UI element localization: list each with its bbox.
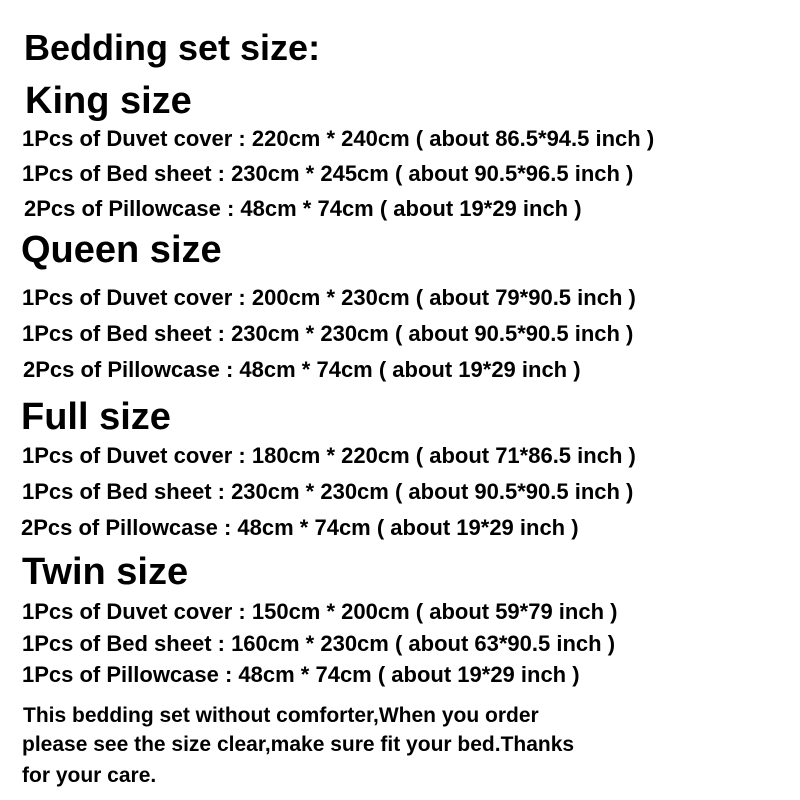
king-sheet-line: 1Pcs of Bed sheet : 230cm * 245cm ( about 90.5*96.5 inch ) — [22, 161, 634, 186]
queen-duvet-line: 1Pcs of Duvet cover : 200cm * 230cm ( about 79*90.5 inch ) — [22, 285, 636, 310]
full-sheet-line: 1Pcs of Bed sheet : 230cm * 230cm ( about 90.5*90.5 inch ) — [22, 479, 634, 504]
section-heading-king: King size — [25, 80, 192, 122]
full-pillowcase-line: 2Pcs of Pillowcase : 48cm * 74cm ( about 19*29 inch ) — [21, 515, 579, 540]
queen-pillowcase-line: 2Pcs of Pillowcase : 48cm * 74cm ( about 19*29 inch ) — [23, 357, 581, 382]
twin-sheet-line: 1Pcs of Bed sheet : 160cm * 230cm ( about 63*90.5 inch ) — [22, 631, 616, 656]
order-note-line: for your care. — [22, 764, 157, 787]
full-duvet-line: 1Pcs of Duvet cover : 180cm * 220cm ( about 71*86.5 inch ) — [22, 443, 636, 468]
page-title: Bedding set size: — [24, 27, 321, 68]
twin-pillowcase-line: 1Pcs of Pillowcase : 48cm * 74cm ( about 19*29 inch ) — [22, 662, 580, 687]
king-pillowcase-line: 2Pcs of Pillowcase : 48cm * 74cm ( about 19*29 inch ) — [24, 196, 582, 221]
section-heading-full: Full size — [21, 396, 171, 438]
twin-duvet-line: 1Pcs of Duvet cover : 150cm * 200cm ( about 59*79 inch ) — [22, 599, 618, 624]
queen-sheet-line: 1Pcs of Bed sheet : 230cm * 230cm ( about 90.5*90.5 inch ) — [22, 321, 634, 346]
king-duvet-line: 1Pcs of Duvet cover : 220cm * 240cm ( about 86.5*94.5 inch ) — [22, 126, 655, 151]
order-note-line: please see the size clear,make sure fit your bed.Thanks — [22, 733, 575, 756]
section-heading-twin: Twin size — [22, 551, 189, 593]
order-note-line: This bedding set without comforter,When you order — [23, 704, 539, 727]
section-heading-queen: Queen size — [21, 229, 222, 271]
